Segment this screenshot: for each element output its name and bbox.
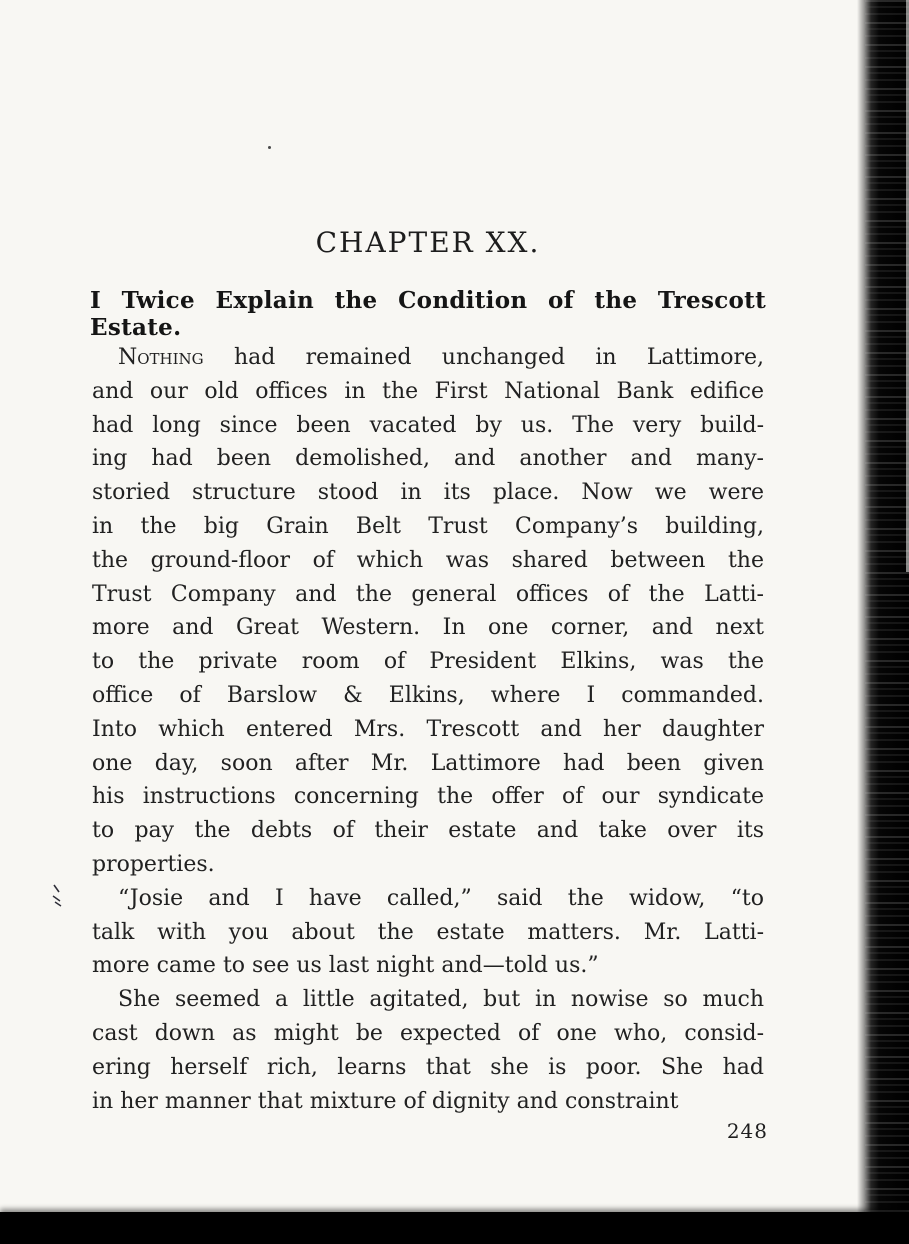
text-line: one day, soon after Mr. Lattimore had been given [92,750,764,776]
text-line: Trust Company and the general offices of the Latti- [92,581,764,607]
text-line: his instructions concerning the offer of our syndicate [92,784,764,810]
paragraph [92,341,764,882]
text-line: ering herself rich, learns that she is poor. She had [92,1054,764,1080]
text-line: She seemed a little agitated, but in nowise so much [118,987,764,1013]
smallcaps-lead: Nothing [118,345,204,370]
page-number: 248 [726,1119,768,1143]
text-line: cast down as might be expected of one who, consid- [92,1020,764,1046]
chapter-title: I Twice Explain the Condition of the Trescott Estate. [90,287,766,341]
chapter-heading: CHAPTER XX. [315,226,541,259]
pencil-mark-icon [50,882,68,908]
text-line: Into which entered Mrs. Trescott and her daughter [92,716,764,742]
text-line: had long since been vacated by us. The very build- [92,412,764,438]
text-line: office of Barslow & Elkins, where I commanded. [92,682,764,708]
scan-edge-texture [865,0,909,1244]
text-line: talk with you about the estate matters. Mr. Latti- [92,919,764,945]
text-line: storied structure stood in its place. Now we were [92,480,764,506]
scan-speck [268,146,271,149]
text-line: the ground-floor of which was shared between the [92,547,764,573]
text-line: more and Great Western. In one corner, and next [92,615,764,641]
body-text [92,341,764,1118]
scan-bottom-artifact [0,1212,909,1244]
text-line: more came to see us last night and—told us.” [92,953,599,979]
text-line: properties. [92,851,215,877]
text-line: “Josie and I have called,” said the widow, “to [118,885,764,911]
margin-pencil-mark [50,882,68,908]
text-line: in the big Grain Belt Trust Company’s building, [92,513,764,539]
text-line: to pay the debts of their estate and take over its [92,818,764,844]
paragraph [92,983,764,1118]
text-line: ing had been demolished, and another and many- [92,446,764,472]
paragraph [92,882,764,983]
text-line: and our old offices in the First National Bank edifice [92,378,764,404]
scan-edge-artifact [857,0,909,1244]
text-line: to the private room of President Elkins, was the [92,649,764,675]
text-line: in her manner that mixture of dignity and constraint [92,1088,679,1114]
text-line: Nothing had remained unchanged in Lattimore, [118,345,764,370]
